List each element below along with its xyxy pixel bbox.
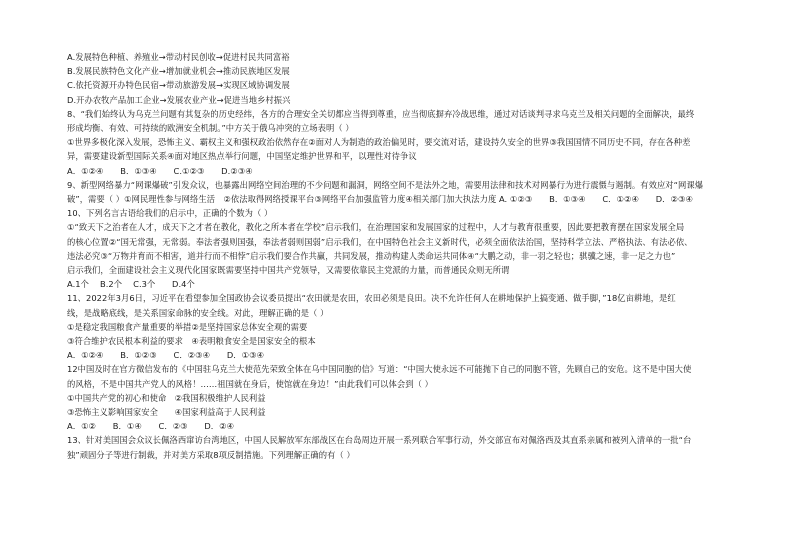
question-12-stem-cont: 的风格，不是中国共产党人的风格！……祖国就在身后，使馆就在身边！”由此我们可以体会到（ ） — [67, 378, 433, 389]
question-10-options: A.1个 B.2个 C.3个 D.4个 — [67, 279, 195, 290]
option-c-line: C.依托资源开办特色民宿→带动旅游发展→实现区域协调发展 — [67, 80, 290, 91]
question-12-stem: 12中国及时在官方微信发布的《中国驻乌克兰大使范先荣致全体在乌中国同胞的信》写道：“中国大使永远不可能抛下自己的同胞不管，先顾自己的安危。这不是中国大使 — [67, 364, 692, 375]
option-a-line: A.发展特色种植、养殖业→带动村民创收→促进村民共同富裕 — [67, 52, 290, 62]
question-12-statements-1: ①中国共产党的初心和使命 ②我国积极维护人民利益 — [67, 392, 266, 403]
question-10-statements: ①“致天下之治者在人才，成天下之才者在教化，教化之所本者在学校”启示我们，在治理国家和发展国家的过程中，人才与教育很重要，因此要把教育摆在国家发展全局 — [67, 222, 685, 233]
question-8-stem-cont: 形成均衡、有效、可持续的欧洲安全机制。”中方关于俄乌冲突的立场表明（ ） — [67, 123, 354, 134]
question-8-options: A．①②④ B．①③④ C.①②③ D.②③④ — [67, 165, 253, 176]
question-12-statements-2: ③恐怖主义影响国家安全 ④国家利益高于人民利益 — [67, 407, 266, 418]
question-12-options: A．①② B．①④ C．②③ D．②④ — [67, 421, 235, 432]
question-9-stem-cont: 破”，需要（ ）①网民理性参与网络生活 ②依法取得网络授课平台③网络平台加强监管力度④相关部门加大执法力度 A. ①②③ B．①③④ C．①②④ D．②③④ — [67, 194, 693, 205]
question-8-stem: 8、“我们始终认为乌克兰问题有其复杂的历史经纬，各方的合理安全关切都应当得到尊重，应当彻底摒弃冷战思维，通过对话谈判寻求乌克兰及相关问题的全面解决，最终 — [67, 108, 695, 119]
question-8-statements-cont: 异，需要建设新型国际关系④面对地区热点举行问题，中国坚定维护世界和平，以理性对待争议 — [67, 151, 417, 162]
question-11-stem-cont: 线，是战略底线，是关系国家命脉的安全线。对此，理解正确的是（ ） — [67, 307, 329, 318]
question-11-options: A．①②④ B．①②③ C．②③④ D．①③④ — [67, 350, 265, 361]
question-10-statements-cont-1: 的核心位置②“国无常强，无常弱。奉法者强则国强，奉法者弱则国弱”启示我们，在中国特色社会主义新时代，必须全面依法治国，坚持科学立法、严格执法、有法必依、 — [67, 236, 693, 247]
question-9-stem: 9、新型网络暴力“网课爆破”引发众议，也暴露出网络空间治理的不少问题和漏洞，网络空间不是法外之地，需要用法律和技术对网暴行为进行震慑与遏制。有效应对“网课爆 — [67, 179, 704, 190]
question-10-stem: 10、下列名言古语给我们的启示中，正确的个数为（ ） — [67, 208, 273, 219]
question-8-statements: ①世界多极化深入发展，恐怖主义、霸权主义和强权政治依然存在②面对人为制造的政治偏见时，要交流对话，建设持久安全的世界③我国国情不同历史不同，存在各种差 — [67, 137, 691, 148]
question-11-statements-1: ①是稳定我国粮食产量重要的举措②是坚持国家总体安全观的需要 — [67, 321, 308, 332]
option-d-line: D.开办农牧产品加工企业→发展农业产业→促进当地乡村振兴 — [67, 94, 291, 105]
option-b-line: B.发展民族特色文化产业→增加就业机会→推动民族地区发展 — [67, 66, 290, 77]
question-13-stem-cont: 独”顽固分子等进行制裁，并对美方采取8项反制措施。下列理解正确的有（ ） — [67, 449, 355, 460]
question-11-statements-2: ③符合维护农民根本利益的要求 ④表明粮食安全是国家安全的根本 — [67, 336, 316, 347]
question-10-statements-cont-2: 违法必究③“万物并育而不相害，道并行而不相悖”启示我们要合作共赢，共同发展，推动构建人类命运共同体④“大鹏之动，非一羽之轻也；骐骥之速，非一足之力也” — [67, 250, 676, 261]
question-10-statements-cont-3: 启示我们，全面建设社会主义现代化国家既需要坚持中国共产党领导，又需要依靠民主党派的力量，而普通民众则无所谓 — [67, 265, 510, 276]
question-13-stem: 13、针对美国国会众议长佩洛西窜访台湾地区，中国人民解放军东部战区在台岛周边开展一系列联合军事行动，外交部宣布对佩洛西及其直系亲属和被列入清单的一批“台 — [67, 435, 692, 446]
question-11-stem: 11、2022年3月6日，习近平在看望参加全国政协会议委员提出“农田就是农田，农田必须是良田。决不允许任何人在耕地保护上搞变通、做手脚，”18亿亩耕地，是红 — [67, 293, 676, 304]
